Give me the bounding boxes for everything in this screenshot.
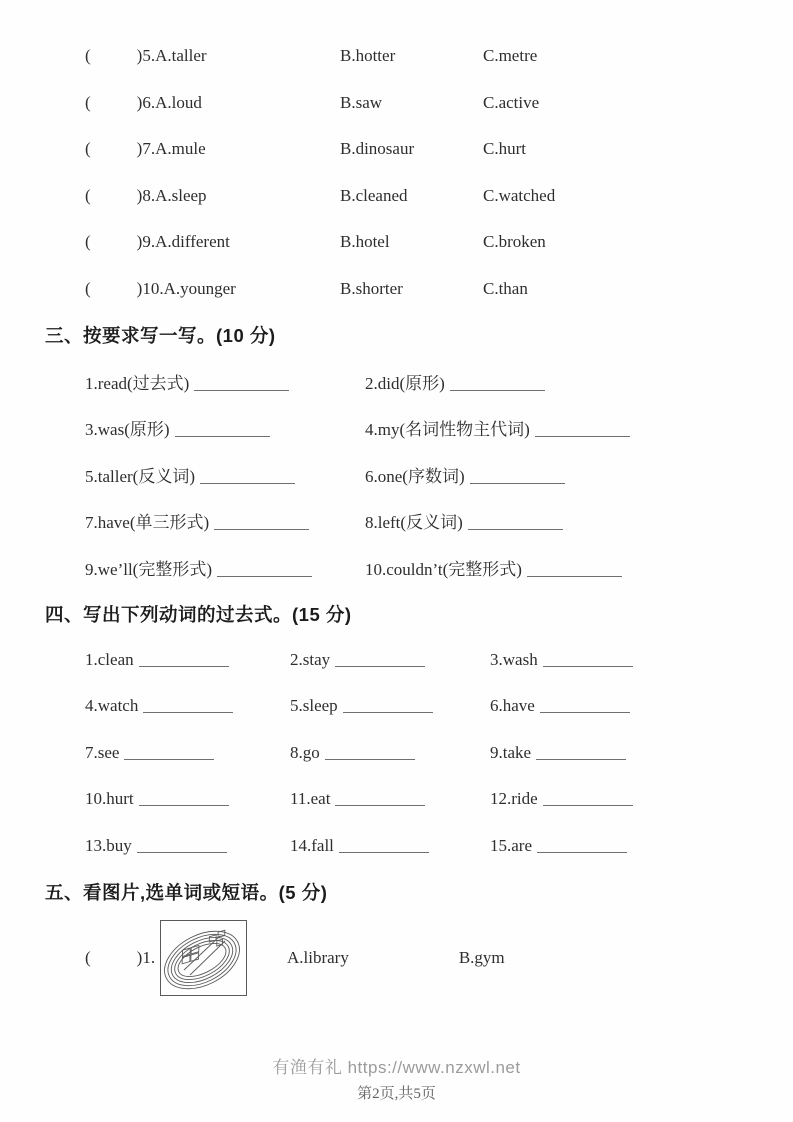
write-row bbox=[85, 498, 748, 545]
answer-blank bbox=[339, 836, 429, 853]
verb-label: 13.buy bbox=[85, 835, 132, 855]
verb-item bbox=[85, 836, 290, 856]
answer-blank bbox=[139, 650, 229, 667]
option-b-label: B.shorter bbox=[340, 278, 403, 298]
option-b-label: B.hotter bbox=[340, 46, 396, 66]
item-label: 8.left(反义词) bbox=[365, 513, 463, 533]
answer-paren-open: ( bbox=[85, 139, 91, 159]
verb-row bbox=[85, 683, 748, 730]
running-track-image bbox=[160, 920, 247, 996]
write-row bbox=[85, 405, 748, 452]
item-label: 10.couldn’t(完整形式) bbox=[365, 559, 522, 579]
item-label: 4.my(名词性物主代词) bbox=[365, 420, 530, 440]
option-a-label: 9.A.different bbox=[142, 232, 230, 252]
verb-label: 3.wash bbox=[490, 649, 538, 669]
choice-cell bbox=[483, 232, 748, 252]
option-b-label: B.hotel bbox=[340, 232, 390, 252]
choice-cell bbox=[85, 139, 340, 159]
answer-paren-close: ) bbox=[136, 947, 143, 967]
answer-paren-open: ( bbox=[85, 278, 91, 298]
write-row bbox=[85, 358, 748, 405]
answer-paren-close: ) bbox=[136, 46, 143, 66]
verb-label: 9.take bbox=[490, 742, 532, 762]
option-c-label: C.metre bbox=[483, 46, 538, 66]
answer-paren-close: ) bbox=[136, 185, 143, 205]
answer-blank bbox=[143, 696, 233, 713]
item-label: 5.taller(反义词) bbox=[85, 466, 195, 486]
verb-item bbox=[85, 696, 290, 716]
verb-item bbox=[290, 650, 490, 670]
option-c-label: C.broken bbox=[483, 232, 546, 252]
item-label: 9.we’ll(完整形式) bbox=[85, 559, 213, 579]
section-three bbox=[45, 312, 748, 591]
answer-blank bbox=[194, 374, 289, 391]
verb-item bbox=[490, 743, 748, 763]
write-item bbox=[85, 555, 365, 580]
option-a-label: 8.A.sleep bbox=[142, 185, 207, 205]
item-label: 2.did(原形) bbox=[365, 373, 445, 393]
verb-item bbox=[290, 696, 490, 716]
verb-label: 1.clean bbox=[85, 649, 134, 669]
answer-paren-open: ( bbox=[85, 947, 91, 967]
choice-cell bbox=[483, 186, 748, 206]
section-five-title: 五、看图片,选单词或短语。(5 分) bbox=[45, 882, 328, 903]
verb-label: 12.ride bbox=[490, 789, 538, 809]
option-c-label: C.watched bbox=[483, 185, 556, 205]
choice-row-7 bbox=[85, 126, 748, 173]
answer-blank bbox=[540, 696, 630, 713]
choice-row-5 bbox=[85, 33, 748, 80]
answer-paren-close: ) bbox=[136, 232, 143, 252]
choice-cell bbox=[483, 139, 748, 159]
answer-blank bbox=[124, 743, 214, 760]
footer-brand-url: 有渔有礼 https://www.nzxwl.net bbox=[272, 1058, 521, 1077]
picture-option-a: A.library bbox=[287, 947, 349, 967]
option-c-label: C.hurt bbox=[483, 139, 526, 159]
write-item bbox=[365, 415, 748, 440]
verb-label: 8.go bbox=[290, 742, 320, 762]
section-four-title: 四、写出下列动词的过去式。(15 分) bbox=[45, 603, 352, 625]
write-item bbox=[85, 415, 365, 440]
answer-blank bbox=[535, 420, 630, 437]
answer-blank bbox=[217, 560, 312, 577]
choice-cell bbox=[483, 279, 748, 299]
option-c-label: C.than bbox=[483, 278, 528, 298]
verb-item bbox=[490, 836, 748, 856]
answer-blank bbox=[175, 420, 270, 437]
choice-cell bbox=[340, 279, 483, 299]
write-item bbox=[365, 555, 748, 580]
item-label: 3.was(原形) bbox=[85, 420, 170, 440]
choice-cell bbox=[85, 232, 340, 252]
answer-blank bbox=[468, 513, 563, 530]
choice-row-6 bbox=[85, 80, 748, 127]
choice-row-10 bbox=[85, 266, 748, 313]
choice-cell bbox=[85, 93, 340, 113]
choice-cell bbox=[85, 186, 340, 206]
verb-row bbox=[85, 637, 748, 684]
verb-item bbox=[290, 836, 490, 856]
page-number-indicator: 第2页,共5页 bbox=[357, 1086, 436, 1102]
answer-paren-open: ( bbox=[85, 92, 91, 112]
write-row bbox=[85, 451, 748, 498]
answer-blank bbox=[470, 467, 565, 484]
verb-row bbox=[85, 730, 748, 777]
option-a-label: 7.A.mule bbox=[142, 139, 206, 159]
answer-blank bbox=[450, 374, 545, 391]
answer-paren-close: ) bbox=[136, 92, 143, 112]
verb-label: 5.sleep bbox=[290, 696, 338, 716]
choice-cell bbox=[483, 46, 748, 66]
choice-cell bbox=[340, 232, 483, 252]
answer-paren-close: ) bbox=[136, 278, 143, 298]
write-item bbox=[85, 508, 365, 533]
verb-label: 7.see bbox=[85, 742, 120, 762]
verb-row bbox=[85, 776, 748, 823]
verb-label: 10.hurt bbox=[85, 789, 134, 809]
answer-blank bbox=[137, 836, 227, 853]
verb-item bbox=[85, 743, 290, 763]
choice-cell bbox=[483, 93, 748, 113]
item-label: 7.have(单三形式) bbox=[85, 513, 210, 533]
option-c-label: C.active bbox=[483, 92, 540, 112]
item-number: 1. bbox=[142, 947, 156, 967]
page-footer bbox=[0, 1053, 793, 1103]
verb-item bbox=[490, 789, 748, 809]
answer-blank bbox=[537, 836, 627, 853]
choice-cell bbox=[340, 139, 483, 159]
write-row bbox=[85, 544, 748, 591]
option-b-label: B.cleaned bbox=[340, 185, 408, 205]
answer-blank bbox=[200, 467, 295, 484]
option-a-label: 5.A.taller bbox=[142, 46, 207, 66]
answer-blank bbox=[536, 743, 626, 760]
answer-blank bbox=[543, 789, 633, 806]
answer-blank bbox=[543, 650, 633, 667]
verb-item bbox=[85, 650, 290, 670]
answer-blank bbox=[335, 650, 425, 667]
section-four bbox=[45, 591, 748, 870]
item-label: 1.read(过去式) bbox=[85, 373, 190, 393]
answer-paren-open: ( bbox=[85, 232, 91, 252]
choice-cell bbox=[340, 186, 483, 206]
choice-cell bbox=[340, 93, 483, 113]
answer-blank bbox=[335, 789, 425, 806]
section-five bbox=[45, 869, 748, 1000]
choice-row-9 bbox=[85, 219, 748, 266]
answer-paren-open: ( bbox=[85, 46, 91, 66]
write-item bbox=[365, 508, 748, 533]
verb-row bbox=[85, 823, 748, 870]
verb-label: 4.watch bbox=[85, 696, 139, 716]
verb-item bbox=[490, 696, 748, 716]
verb-label: 11.eat bbox=[290, 789, 331, 809]
option-b-label: B.saw bbox=[340, 92, 383, 112]
choice-row-8 bbox=[85, 173, 748, 220]
choice-cell bbox=[85, 279, 340, 299]
verb-item bbox=[290, 789, 490, 809]
choice-cell bbox=[340, 46, 483, 66]
write-item bbox=[365, 462, 748, 487]
answer-paren-open: ( bbox=[85, 185, 91, 205]
section-three-title: 三、按要求写一写。(10 分) bbox=[45, 325, 276, 346]
option-b-label: B.dinosaur bbox=[340, 139, 415, 159]
verb-item bbox=[290, 743, 490, 763]
word-choice-section bbox=[45, 0, 748, 312]
picture-item-prefix bbox=[85, 948, 160, 968]
verb-item bbox=[85, 789, 290, 809]
verb-label: 6.have bbox=[490, 696, 535, 716]
write-item bbox=[365, 369, 748, 394]
picture-option-b: B.gym bbox=[458, 947, 505, 967]
verb-label: 15.are bbox=[490, 835, 533, 855]
choice-cell bbox=[85, 46, 340, 66]
picture-choice-row bbox=[85, 915, 748, 1000]
answer-blank bbox=[214, 513, 309, 530]
verb-label: 14.fall bbox=[290, 835, 334, 855]
write-item bbox=[85, 369, 365, 394]
answer-blank bbox=[343, 696, 433, 713]
write-item bbox=[85, 462, 365, 487]
answer-blank bbox=[325, 743, 415, 760]
verb-item bbox=[490, 650, 748, 670]
answer-blank bbox=[139, 789, 229, 806]
option-a-label: 6.A.loud bbox=[142, 92, 202, 112]
answer-blank bbox=[527, 560, 622, 577]
answer-paren-close: ) bbox=[136, 139, 143, 159]
item-label: 6.one(序数词) bbox=[365, 466, 465, 486]
option-a-label: 10.A.younger bbox=[142, 278, 236, 298]
verb-label: 2.stay bbox=[290, 649, 331, 669]
